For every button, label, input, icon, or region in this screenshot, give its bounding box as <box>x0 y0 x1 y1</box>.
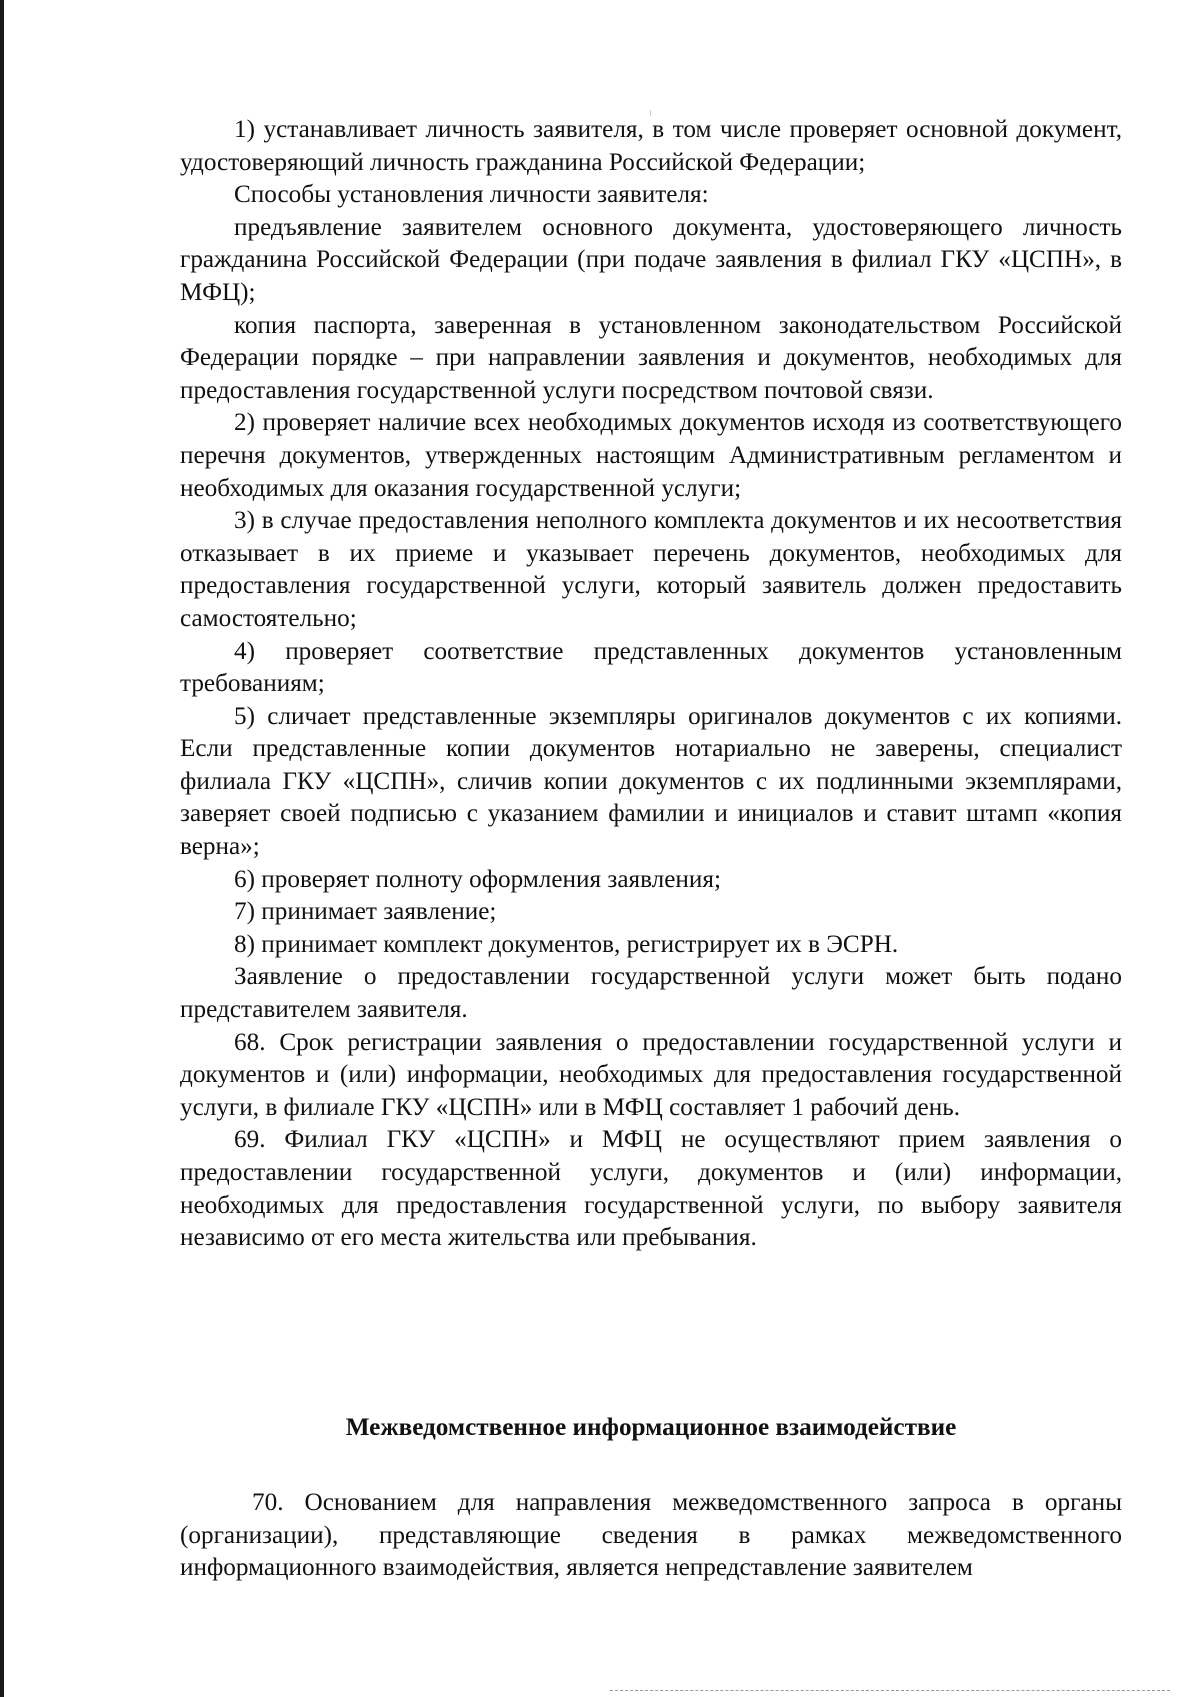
paragraph-item-2: 2) проверяет наличие всех необходимых документов исходя из соответствующего перечня документов, утвержденных настоящим Административным регламентом и необходимых для оказания государственной услуги; <box>180 409 1122 502</box>
paragraph-item-1: 1) устанавливает личность заявителя, в том числе проверяет основной документ, удостоверяющий личность гражданина Российской Федерации; <box>180 116 1122 176</box>
paragraph-item-4: 4) проверяет соответствие представленных документов установленным требованиям; <box>180 637 1122 698</box>
paragraph-item-3: 3) в случае предоставления неполного комплекта документов и их несоответствия отказывает в их приеме и указывает перечень документов, необходимых для предоставления государственной услуги, который заявитель должен предоставить самостоятельно; <box>180 507 1122 632</box>
paragraph-identity-methods: Способы установления личности заявителя: <box>234 181 709 209</box>
scan-artifact-line <box>610 1690 1170 1691</box>
section-heading: Межведомственное информационное взаимодействие <box>345 1414 957 1441</box>
paragraph-item-5: 5) сличает представленные экземпляры оригиналов документов с их копиями. Если представленные копии документов нотариально не заверены, специалист филиала ГКУ «ЦСПН», сличив копии документов с их подлинными экземплярами, заверяет своей подписью с указанием фамилии и инициалов и ставит штамп «копия верна»; <box>180 702 1122 861</box>
paragraph-clause-68: 68. Срок регистрации заявления о предоставлении государственной услуги и документов и (или) информации, необходимых для предоставления государственной услуги, в филиале ГКУ «ЦСПН» или в МФЦ составляет 1 рабочий день. <box>180 1028 1122 1121</box>
paragraph-passport-copy: копия паспорта, заверенная в установленном законодательством Российской Федерации порядке – при направлении заявления и документов, необходимых для предоставления государственной услуги посредством почтовой связи. <box>180 311 1122 404</box>
paragraph-identity-document: предъявление заявителем основного документа, удостоверяющего личность гражданина Российской Федерации (при подаче заявления в филиал ГКУ «ЦСПН», в МФЦ); <box>180 213 1122 306</box>
paragraph-item-8: 8) принимает комплект документов, регистрирует их в ЭСРН. <box>234 930 899 958</box>
paragraph-clause-70: 70. Основанием для направления межведомственного запроса в органы (организации), представляющие сведения в рамках межведомственного информационного взаимодействия, является непредставление заявителем <box>180 1489 1122 1582</box>
paragraph-representative: Заявление о предоставлении государственной услуги может быть подано представителем заявителя. <box>180 963 1122 1024</box>
document-body-section <box>180 1487 1122 1585</box>
paragraph-item-6: 6) проверяет полноту оформления заявления; <box>234 865 721 893</box>
paragraph-item-7: 7) принимает заявление; <box>234 898 497 926</box>
paragraph-clause-69: 69. Филиал ГКУ «ЦСПН» и МФЦ не осуществляют прием заявления о предоставлении государственной услуги, документов и (или) информации, необходимых для предоставления государственной услуги, по выбору заявителя независимо от его места жительства или пребывания. <box>180 1126 1122 1252</box>
scan-left-edge <box>0 0 4 1697</box>
document-body <box>180 114 1122 1255</box>
